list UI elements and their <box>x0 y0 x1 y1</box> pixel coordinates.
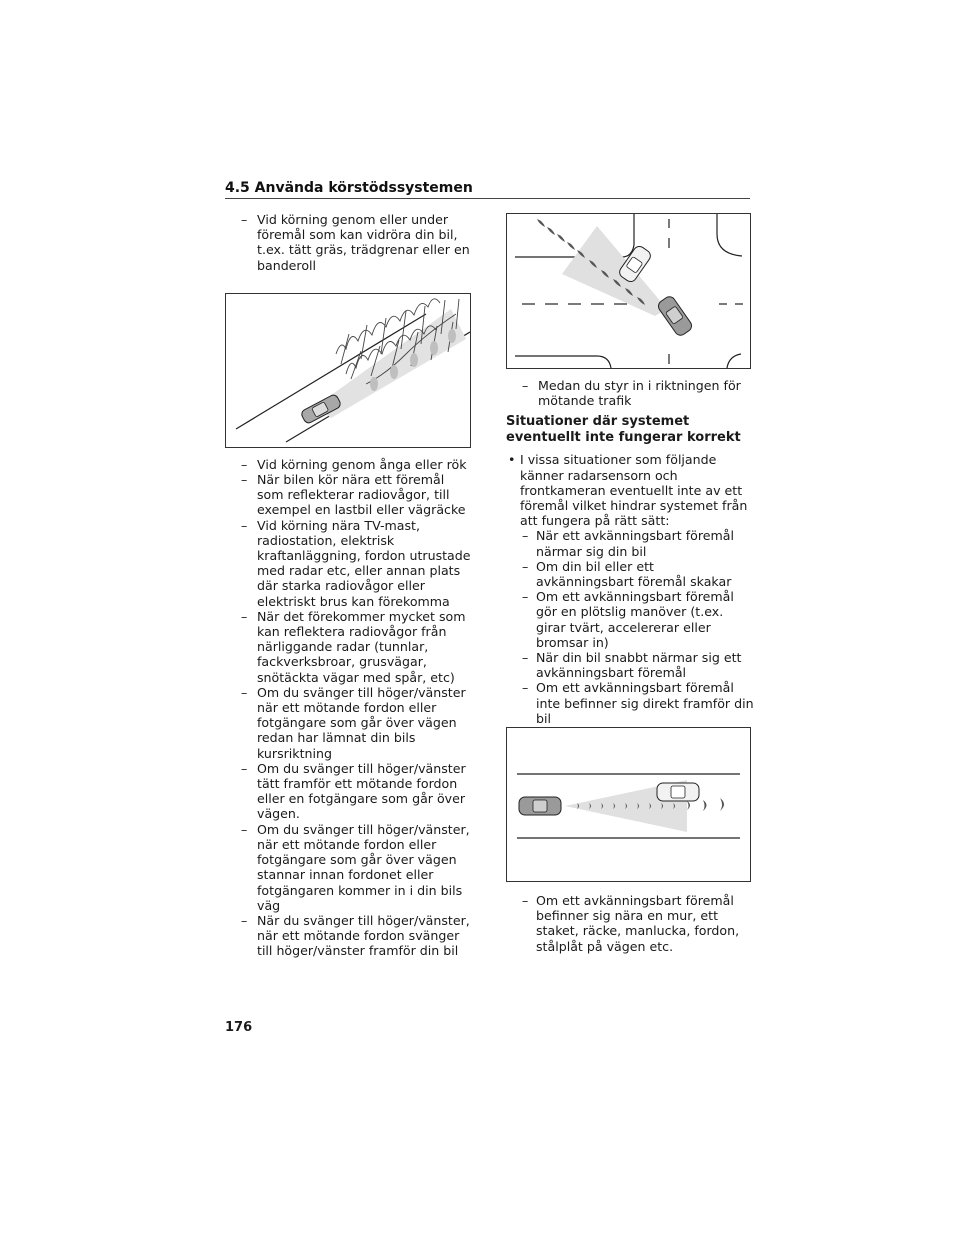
header-divider <box>225 198 750 199</box>
list-item: – Medan du styr in i riktningen för mötande trafik <box>522 378 754 408</box>
page-number: 176 <box>225 1020 253 1035</box>
figure-vegetation <box>225 293 471 448</box>
section-header: 4.5 Använda körstödssystemen <box>225 180 473 196</box>
list-item: – Om du svänger till höger/vänster tätt framför ett mötande fordon eller en fotgängare som går över vägen. <box>241 761 473 822</box>
list-item: – Vid körning nära TV-mast, radiostation, elektrisk kraftanläggning, fordon utrustade med radar etc, eller annan plats där starka radiovågor eller elektriskt brus kan förekomma <box>241 518 473 609</box>
list-item: – Om du svänger till höger/vänster när ett mötande fordon eller fotgängare som går över vägen redan har lämnat din bils kursriktning <box>241 685 473 761</box>
section-subheading: Situationer där systemet eventuellt inte fungerar korrekt <box>506 414 741 446</box>
list-item: – Om din bil eller ett avkänningsbart föremål skakar <box>522 559 754 589</box>
list-item: – När bilen kör nära ett föremål som reflekterar radiovågor, till exempel en lastbil eller vägräcke <box>241 472 473 518</box>
right-column-bottom <box>506 893 754 954</box>
list-item: – När din bil snabbt närmar sig ett avkänningsbart föremål <box>522 650 754 680</box>
offset-target-illustration <box>507 728 750 881</box>
list-item: – Om ett avkänningsbart föremål gör en plötslig manöver (t.ex. girar tvärt, accelererar eller bromsar in) <box>522 589 754 650</box>
intersection-illustration <box>507 214 750 368</box>
bullet-item: • I vissa situationer som följande känner radarsensorn och frontkameran eventuellt inte av ett föremål vilket hindrar systemet från att fungera på rätt sätt: <box>506 452 754 528</box>
list-item: – När du svänger till höger/vänster, när ett mötande fordon svänger till höger/vänster framför din bil <box>241 913 473 959</box>
list-item: – Vid körning genom ånga eller rök <box>241 457 473 472</box>
figure-offset-target <box>506 727 751 882</box>
vegetation-illustration <box>226 294 470 447</box>
list-item: – Om ett avkänningsbart föremål inte befinner sig direkt framför din bil <box>522 680 754 726</box>
list-item: – När det förekommer mycket som kan reflektera radiovågor från närliggande radar (tunnlar, fackverksbroar, grusvägar, snötäckta vägar med spår, etc) <box>241 609 473 685</box>
figure-intersection <box>506 213 751 369</box>
right-column <box>506 378 754 726</box>
list-item: – Vid körning genom eller under föremål som kan vidröra din bil, t.ex. tätt gräs, trädgrenar eller en banderoll <box>241 212 473 273</box>
list-item: – När ett avkänningsbart föremål närmar sig din bil <box>522 528 754 558</box>
list-item: – Om du svänger till höger/vänster, när ett mötande fordon eller fotgängare som går över vägen stannar innan fordonet eller fotgängaren kommer in i din bils väg <box>241 822 473 913</box>
list-item: – Om ett avkänningsbart föremål befinner sig nära en mur, ett staket, räcke, manlucka, fordon, stålplåt på vägen etc. <box>522 893 754 954</box>
